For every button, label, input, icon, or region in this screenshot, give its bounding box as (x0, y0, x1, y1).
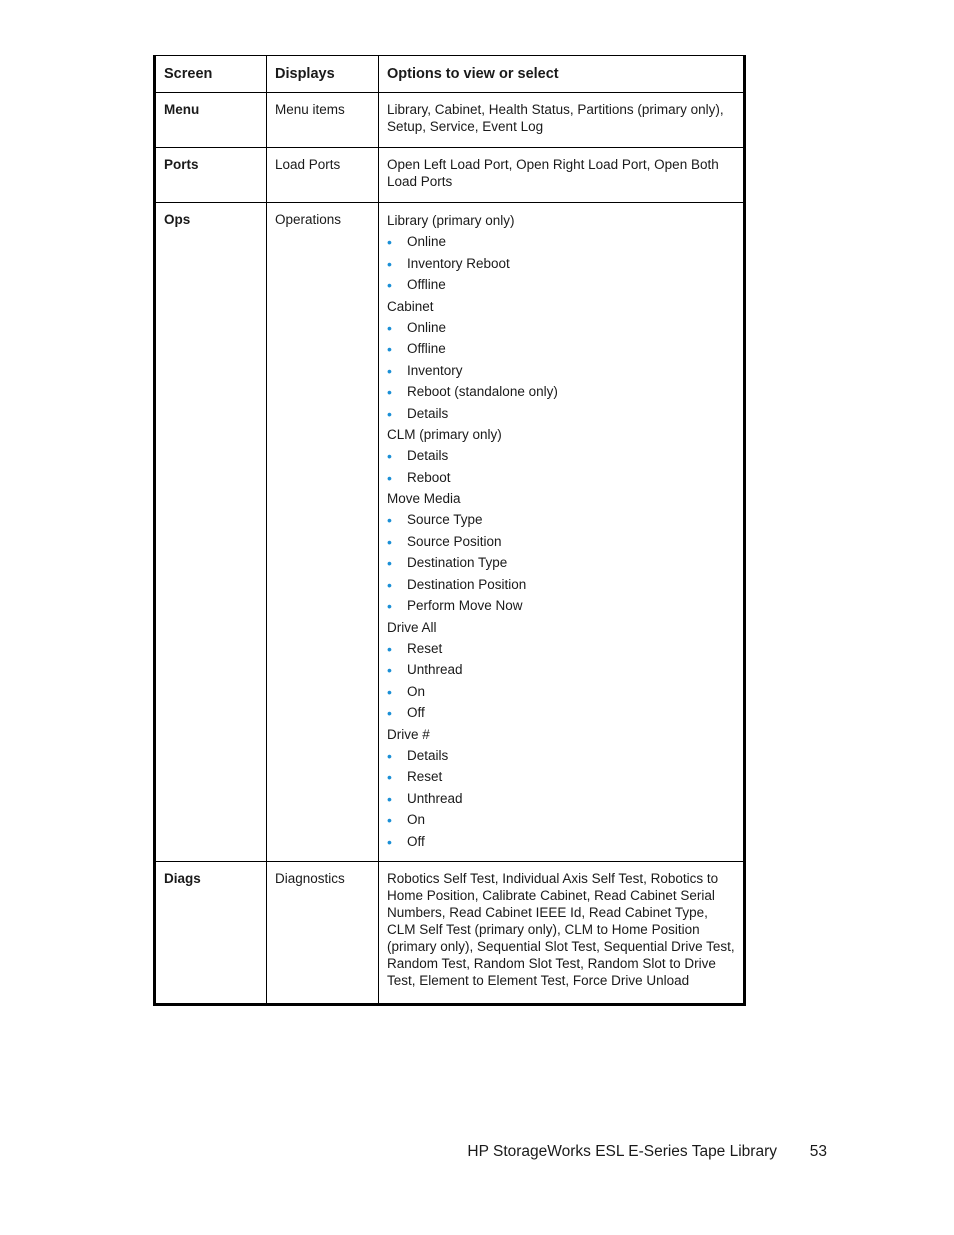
page-footer (0, 1143, 954, 1165)
option-list (387, 639, 737, 725)
list-item: • Offline (387, 275, 737, 297)
list-item: • Unthread (387, 789, 737, 811)
option-list (387, 746, 737, 854)
option-list (387, 318, 737, 426)
header-options: Options to view or select (379, 56, 745, 93)
list-item: • Reset (387, 639, 737, 661)
list-item: • Details (387, 746, 737, 768)
table-row (155, 862, 745, 1005)
options-cell: Robotics Self Test, Individual Axis Self Test, Robotics to Home Position, Calibrate Cabinet, Read Cabinet Serial Numbers, Read Cabinet IEEE Id, Read Cabinet Type, CLM Self Test (primary only), CLM to Home Position (primary only), Sequential Slot Test, Sequential Drive Test, Random Test, Random Slot Test, Random Slot to Drive Test, Element to Element Test, Force Drive Unload (379, 862, 745, 1005)
list-item: • Off (387, 703, 737, 725)
displays-cell: Operations (267, 203, 379, 862)
list-item: • Source Type (387, 510, 737, 532)
header-screen: Screen (155, 56, 267, 93)
list-item: • On (387, 682, 737, 704)
displays-cell: Diagnostics (267, 862, 379, 1005)
list-item: • Reboot (387, 468, 737, 490)
screen-cell: Diags (155, 862, 267, 1005)
option-group-title: Drive # (387, 726, 430, 742)
table-row (155, 148, 745, 203)
list-item: • Online (387, 232, 737, 254)
list-item: • Source Position (387, 532, 737, 554)
option-group-title: CLM (primary only) (387, 427, 502, 442)
table-row (155, 93, 745, 148)
page-number: 53 (809, 1143, 827, 1160)
screen-cell: Menu (155, 93, 267, 148)
screen-cell: Ports (155, 148, 267, 203)
options-cell: Open Left Load Port, Open Right Load Port, Open Both Load Ports (379, 148, 745, 203)
list-item: • Destination Position (387, 575, 737, 597)
footer-title: HP StorageWorks ESL E-Series Tape Library (467, 1143, 777, 1160)
option-list (387, 446, 737, 489)
list-item: • Perform Move Now (387, 596, 737, 618)
options-cell (379, 203, 745, 862)
option-group-title: Drive All (387, 619, 437, 635)
screen-cell: Ops (155, 203, 267, 862)
screen-options-table (153, 55, 746, 1006)
list-item: • Inventory Reboot (387, 254, 737, 276)
displays-cell: Menu items (267, 93, 379, 148)
option-group-title: Move Media (387, 491, 461, 506)
list-item: • Reboot (standalone only) (387, 382, 737, 404)
list-item: • Details (387, 404, 737, 426)
displays-cell: Load Ports (267, 148, 379, 203)
list-item: • On (387, 810, 737, 832)
list-item: • Destination Type (387, 553, 737, 575)
option-list (387, 510, 737, 618)
list-item: • Reset (387, 767, 737, 789)
option-group-title: Cabinet (387, 298, 434, 314)
list-item: • Offline (387, 339, 737, 361)
options-cell: Library, Cabinet, Health Status, Partitions (primary only), Setup, Service, Event Log (379, 93, 745, 148)
list-item: • Online (387, 318, 737, 340)
header-displays: Displays (267, 56, 379, 93)
list-item: • Details (387, 446, 737, 468)
table-row (155, 203, 745, 862)
list-item: • Off (387, 832, 737, 854)
list-item: • Inventory (387, 361, 737, 383)
option-group-title: Library (primary only) (387, 213, 515, 228)
option-list (387, 232, 737, 297)
list-item: • Unthread (387, 660, 737, 682)
table-header-row (155, 56, 745, 93)
